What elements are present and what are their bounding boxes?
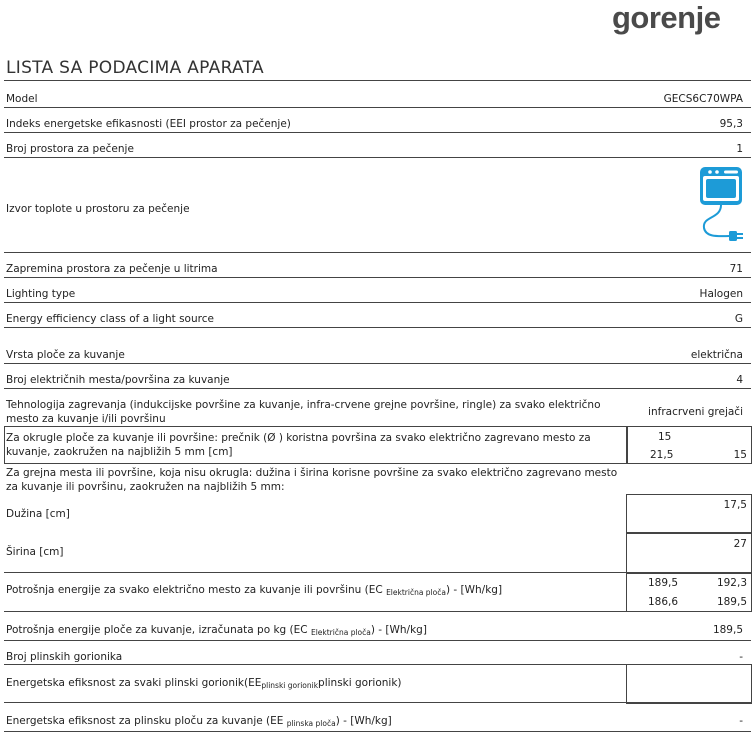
row-value-width: 27 bbox=[733, 538, 747, 550]
row-value-cavities: 1 bbox=[736, 143, 743, 155]
row-label-light-class: Energy efficiency class of a light source bbox=[6, 313, 214, 325]
electric-oven-plug-icon bbox=[696, 164, 746, 250]
divider bbox=[4, 640, 751, 641]
row-value-technology: infracrveni grejači bbox=[648, 406, 743, 418]
row-label-hob-type: Vrsta ploče za kuvanje bbox=[6, 349, 125, 361]
round-zone-value-2: 21,5 bbox=[650, 449, 674, 461]
divider bbox=[4, 611, 751, 612]
row-label-cavities: Broj prostora za pečenje bbox=[6, 143, 134, 155]
divider bbox=[4, 252, 751, 253]
divider bbox=[4, 157, 751, 158]
row-label-heat-source: Izvor toplote u prostoru za pečenje bbox=[6, 203, 190, 215]
divider bbox=[4, 388, 751, 389]
divider bbox=[4, 702, 751, 703]
row-label-gas-eff: Energetska efiksnost za svaki plinski $gorionik(EE_{plinski gorionik}plinski$ gorionik) bbox=[6, 677, 402, 690]
row-value-light-class: G bbox=[734, 313, 743, 325]
ec-zone-value-1: 189,5 bbox=[648, 577, 679, 589]
row-value-gas-hob-eff: - bbox=[739, 715, 743, 727]
row-label-gas-hob-eff: Energetska efiksnost za plinsku ploču za kuvanje (EE $_{plinska ploča}$) - [Wh/kg] bbox=[6, 715, 392, 728]
row-label-volume: Zapremina prostora za pečenje u litrima bbox=[6, 263, 218, 275]
row-value-model: GECS6C70WPA bbox=[663, 93, 743, 105]
row-label-ec-hob: Potrošnja energije ploče za kuvanje, izračunata po kg (EC $_{Električna ploča}$) - [Wh/kg] bbox=[6, 624, 427, 637]
divider bbox=[4, 80, 751, 81]
divider bbox=[4, 363, 751, 364]
row-value-length: 17,5 bbox=[723, 499, 747, 511]
row-label-lighting: Lighting type bbox=[6, 288, 76, 300]
row-label-technology: Tehnologija zagrevanja (indukcijske površine za kuvanje, infra-crvene grejne površine, ringle) za svako električno mesto za kuvanje i/ili površinu bbox=[6, 399, 601, 425]
row-label-model: Model bbox=[6, 93, 38, 105]
row-value-zones: 4 bbox=[736, 374, 743, 386]
row-value-hob-type: električna bbox=[690, 349, 743, 361]
round-zone-value-1: 15 bbox=[658, 431, 672, 443]
ec-zone-value-2: 192,3 bbox=[716, 577, 747, 589]
divider bbox=[4, 302, 751, 303]
page-title: LISTA SA PODACIMA APARATA bbox=[6, 58, 264, 78]
row-label-length: Dužina [cm] bbox=[6, 508, 70, 520]
divider bbox=[4, 277, 751, 278]
row-label-eei: Indeks energetske efikasnosti (EEI prostor za pečenje) bbox=[6, 118, 291, 130]
divider bbox=[4, 132, 751, 133]
divider bbox=[4, 107, 751, 108]
row-label-zones: Broj električnih mesta/površina za kuvanje bbox=[6, 374, 230, 386]
row-label-round-zones: Za okrugle ploče za kuvanje ili površine: prečnik (Ø ) koristna površina za svako električno zagrevano mesto za kuvanje, zaokružen na najbližih 5 mm [cm] bbox=[6, 432, 591, 458]
row-value-volume: 71 bbox=[729, 263, 743, 275]
row-value-lighting: Halogen bbox=[699, 288, 743, 300]
row-value-eei: 95,3 bbox=[719, 118, 743, 130]
row-value-ec-hob: 189,5 bbox=[712, 624, 743, 636]
row-label-width: Širina [cm] bbox=[6, 546, 64, 558]
brand-logo: gorenje bbox=[612, 0, 721, 35]
row-value-gas-burners: - bbox=[739, 651, 743, 663]
row-label-ec-zone: Potrošnja energije za svako električno mesto za kuvanje ili površinu (EC $_{Električna ploča}$) - [Wh/kg] bbox=[6, 584, 503, 597]
row-label-gas-burners: Broj plinskih gorionika bbox=[6, 651, 123, 663]
ec-zone-value-3: 186,6 bbox=[648, 596, 679, 608]
divider bbox=[4, 731, 751, 732]
divider bbox=[4, 327, 751, 328]
row-label-nonround: Za grejna mesta ili površine, koja nisu okrugla: dužina i širina korisne površine za svako električno zagrevano mesto za kuvanje ili površinu, zaokružen na najbližih 5 mm: bbox=[6, 467, 618, 493]
ec-zone-value-4: 189,5 bbox=[716, 596, 747, 608]
round-zone-value-3: 15 bbox=[733, 449, 747, 461]
gas-eff-value-cell bbox=[626, 664, 752, 704]
